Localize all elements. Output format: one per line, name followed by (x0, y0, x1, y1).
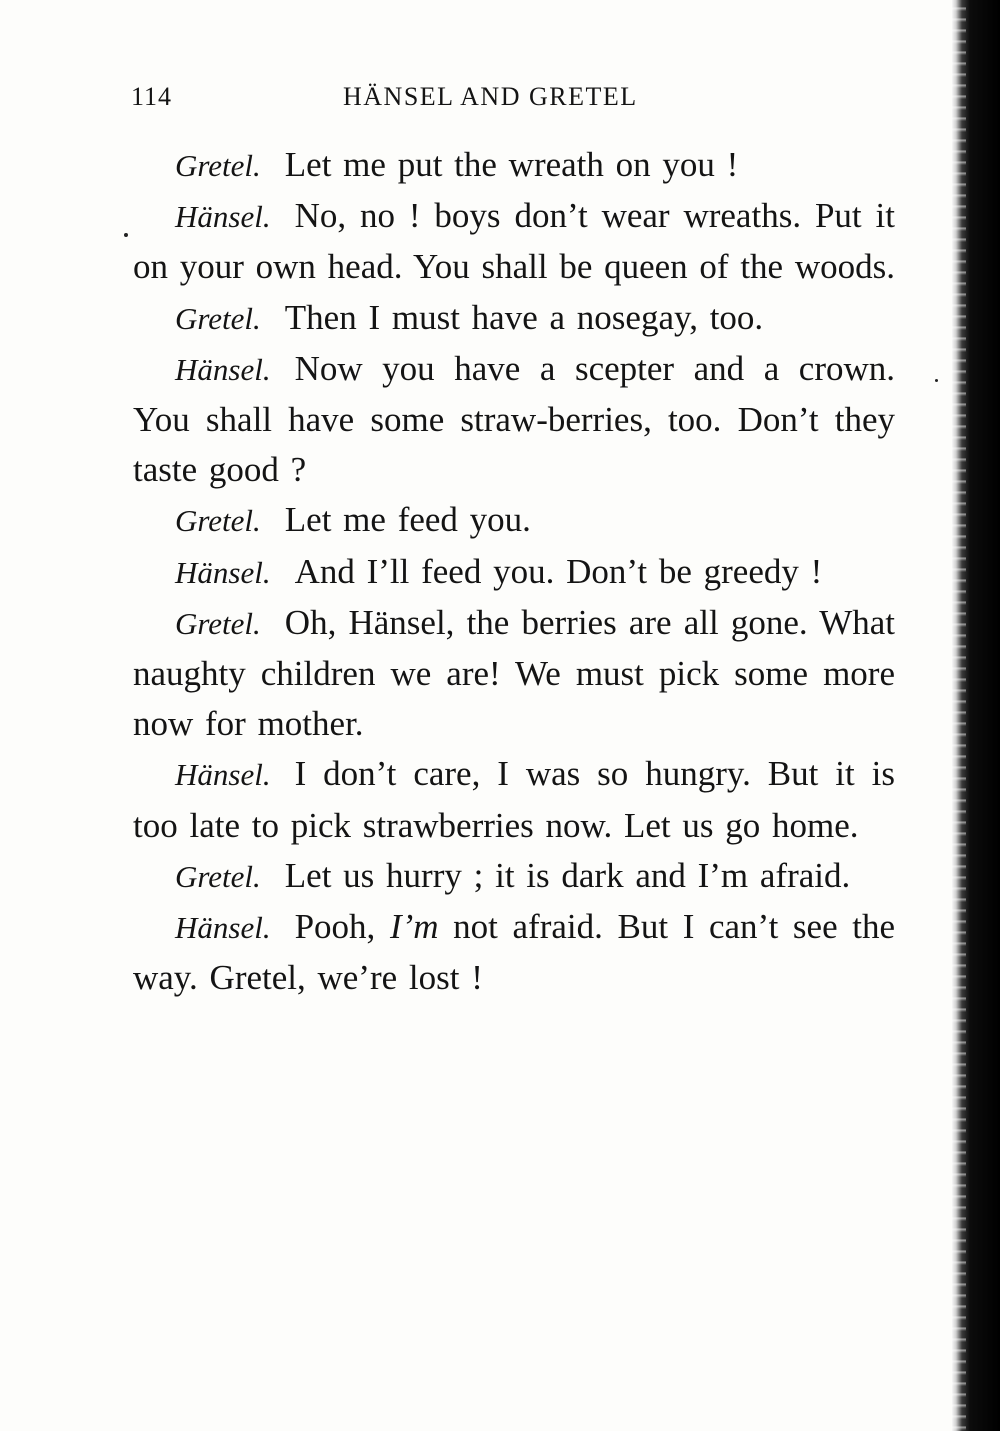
emphasized-word: I’m (389, 907, 439, 947)
line-text: Oh, Hänsel, the berries are all gone. What naughty children we are! We must pick some more now for mother. (133, 602, 895, 744)
dialogue-line (133, 495, 895, 546)
speaker-name: Hänsel. (175, 757, 271, 793)
scan-shadow-edge (952, 0, 1000, 1431)
dialogue-line (133, 851, 895, 902)
running-head (0, 82, 940, 118)
dialogue-line (133, 547, 895, 598)
print-speck (935, 379, 938, 382)
dialogue-line (133, 749, 895, 850)
line-text: Then I must have a nosegay, too. (284, 297, 764, 337)
line-text-before: Pooh, (294, 907, 376, 947)
line-text: Let me feed you. (284, 500, 531, 540)
running-title: HÄNSEL AND GRETEL (343, 82, 638, 111)
line-text: Let us hurry ; it is dark and I’m afraid. (284, 855, 851, 895)
line-text: Now you have a scepter and a crown. You shall have some straw-berries, too. Don’t they taste good ? (133, 348, 895, 490)
dialogue-line (133, 344, 895, 496)
speaker-name: Hänsel. (175, 910, 271, 946)
speaker-name: Gretel. (175, 300, 261, 336)
speaker-name: Gretel. (175, 858, 261, 894)
line-text: No, no ! boys don’t wear wreaths. Put it on your own head. You shall be queen of the woods. (133, 196, 895, 287)
dialogue-line (133, 293, 895, 344)
speaker-name: Hänsel. (175, 199, 271, 235)
page-number: 114 (131, 82, 173, 111)
dialogue-line (133, 902, 895, 1003)
line-text-after: not afraid. But I can’t see the way. Gretel, we’re lost ! (133, 907, 896, 998)
print-speck (124, 233, 128, 237)
speaker-name: Gretel. (175, 605, 261, 641)
line-text: I don’t care, I was so hungry. But it is too late to pick strawberries now. Let us go home. (133, 754, 895, 845)
speaker-name: Gretel. (175, 503, 261, 539)
speaker-name: Gretel. (175, 148, 261, 183)
line-text: And I’ll feed you. Don’t be greedy ! (294, 551, 823, 591)
speaker-name: Hänsel. (175, 554, 271, 590)
line-text: Let me put the wreath on you ! (284, 145, 739, 184)
dialogue-line (133, 191, 895, 292)
speaker-name: Hänsel. (175, 351, 271, 387)
dialogue-text (133, 140, 895, 1003)
dialogue-line (133, 140, 895, 191)
dialogue-line (133, 598, 895, 750)
